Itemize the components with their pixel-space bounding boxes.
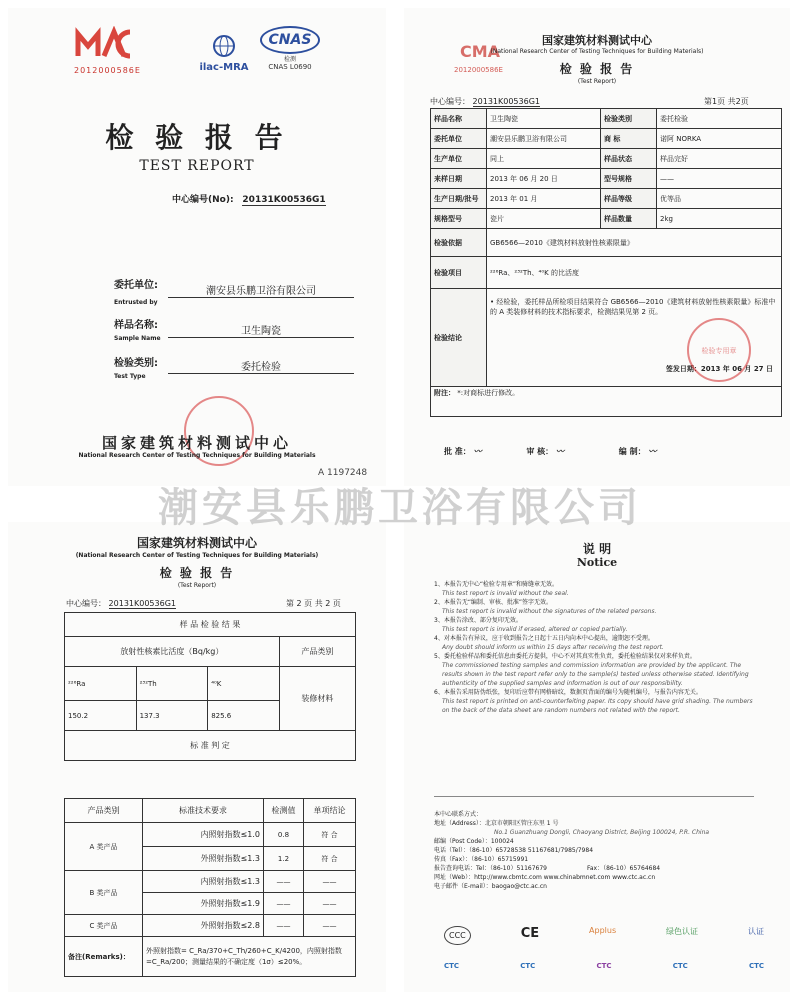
nuclide-k: ⁴⁰K xyxy=(208,667,280,701)
list-item: 2、本报告无“编制、审核、批准”签字无效。 This test report is invalid without the signatures of the related persons. xyxy=(434,599,657,615)
cell-value: 2013 年 06 月 20 日 xyxy=(487,169,601,189)
center-number-line-p2 xyxy=(430,96,540,107)
judge-res: —— xyxy=(304,915,356,937)
sample-label-en: Sample Name xyxy=(114,335,161,342)
center-number-line xyxy=(172,192,326,205)
cnas-label: CNAS xyxy=(260,26,320,54)
cma-number: 2012000586E xyxy=(74,66,141,75)
center-number-label-p3: 中心编号： xyxy=(66,599,106,608)
type-label-en: Test Type xyxy=(114,373,146,380)
signature-line xyxy=(444,446,764,457)
report-title-cn: 检 验 报 告 xyxy=(105,121,289,154)
center-number-p3: 20131K00536G1 xyxy=(108,599,176,608)
client-value: 潮安县乐鹏卫浴有限公司 xyxy=(168,282,354,298)
report-page-2 xyxy=(8,522,386,992)
inspection-seal-stamp: 检验专用章 xyxy=(687,318,751,382)
center-number: 20131K00536G1 xyxy=(242,195,326,205)
cell-value: 瓷片 xyxy=(487,209,601,229)
contact-web: 网址（Web）：http://www.cbmtc.com www.chinabmnet.com www.ctc.ac.cn xyxy=(434,874,656,881)
table-row xyxy=(65,871,356,893)
value-ra: 150.2 xyxy=(65,701,137,731)
nuclide-th: ²³²Th xyxy=(136,667,208,701)
cell-value: 优等品 xyxy=(657,189,782,209)
judge-header: 标准技术要求 xyxy=(143,799,264,823)
org-name-en-p2: (National Research Center of Testing Techniques for Building Materials) xyxy=(490,48,704,55)
ilac-mra-logo xyxy=(194,34,254,73)
cert-icon: 认证 xyxy=(747,927,764,936)
contact-block xyxy=(434,810,764,891)
cell-label: 检验结论 xyxy=(431,289,487,387)
org-name-cn-p2: 国家建筑材料测试中心 xyxy=(542,34,652,47)
table-row xyxy=(431,149,782,169)
cell-label: 检验类别 xyxy=(601,109,657,129)
cnas-number: CNAS L0690 xyxy=(268,63,312,71)
globe-icon xyxy=(209,34,239,58)
review-signature: 〰 xyxy=(555,447,564,456)
category-header: 产品类别 xyxy=(279,637,355,667)
cell-value: 同上 xyxy=(487,149,601,169)
list-item: 5、委托检验样品和委托信息由委托方提供，中心不对其真实性负责，委托检验结果仅对来样负责。 The commissioned testing samples and commission information are provided by the applicant. The results shown in the test report refer only to the sample(s) tested unless otherwise stated. Identifying authenticity of the supplied samples and information is out of our responsibility. xyxy=(434,653,749,687)
sample-field xyxy=(114,316,354,342)
table-row xyxy=(431,229,782,257)
remarks-label-p3: 备注(Remarks)： xyxy=(65,937,143,977)
results-table xyxy=(64,612,356,761)
type-label-cn: 检验类别: xyxy=(114,358,158,369)
cell-value: 诺阿 NORKA xyxy=(657,129,782,149)
center-number-p2: 20131K00536G1 xyxy=(472,97,540,106)
nuclide-ra: ²²⁶Ra xyxy=(65,667,137,701)
judge-category: B 类产品 xyxy=(65,871,143,915)
report-page-1 xyxy=(404,8,790,486)
value-k: 825.6 xyxy=(208,701,280,731)
ctc-triangle-icon: CTC xyxy=(444,962,460,970)
contact-post: 邮编（Post Code）：100024 xyxy=(434,838,514,845)
cnas-cn: 检测 xyxy=(283,56,296,63)
company-watermark: 潮安县乐鹏卫浴有限公司 xyxy=(158,485,642,531)
cell-label: 检验依据 xyxy=(431,229,487,257)
ilac-label: ilac-MRA xyxy=(199,62,249,73)
review-label: 审 核： xyxy=(526,447,554,456)
cell-label: 生产日期/批号 xyxy=(431,189,487,209)
judge-res: —— xyxy=(304,871,356,893)
cell-value: 卫生陶瓷 xyxy=(487,109,601,129)
table-row xyxy=(65,937,356,977)
report-title-en: TEST REPORT xyxy=(139,158,255,174)
judge-res: 符 合 xyxy=(304,847,356,871)
cell-label: 来样日期 xyxy=(431,169,487,189)
judge-req: 外照射指数≤2.8 xyxy=(143,915,264,937)
approve-label: 批 准： xyxy=(444,447,471,456)
cell-label: 样品状态 xyxy=(601,149,657,169)
table-row xyxy=(65,799,356,823)
test-type-field xyxy=(114,354,354,380)
results-title: 样 品 检 验 结 果 xyxy=(65,613,356,637)
cell-value: 2kg xyxy=(657,209,782,229)
page-info-p3: 第 2 页 共 2 页 xyxy=(286,599,341,608)
title-en-p2: (Test Report) xyxy=(577,78,617,85)
judgment-table xyxy=(64,798,356,977)
contact-address-en: No.1 Guanzhuang Dongli, Chaoyang District, Beijing 100024, P.R. China xyxy=(494,829,710,836)
ccc-icon: CCC xyxy=(444,926,471,945)
judge-val: —— xyxy=(264,871,304,893)
table-row xyxy=(431,109,782,129)
report-info-table xyxy=(430,108,782,417)
judge-req: 外照射指数≤1.3 xyxy=(143,847,264,871)
client-label-en: Entrusted by xyxy=(114,299,158,306)
title-cn-p2: 检 验 报 告 xyxy=(559,62,635,76)
list-item: 4、对本报告有异议，应于收到报告之日起十五日内向本中心提出，逾期恕不受理。 Any doubt should inform us within 15 days after receiving the test report. xyxy=(434,635,664,651)
cell-label: 型号规格 xyxy=(601,169,657,189)
certification-logos xyxy=(444,926,764,945)
judge-res: —— xyxy=(304,893,356,915)
cell-label: 委托单位 xyxy=(431,129,487,149)
cnas-logo xyxy=(260,26,320,71)
compile-signature: 〰 xyxy=(648,447,657,456)
cell-label: 规格型号 xyxy=(431,209,487,229)
table-row xyxy=(65,613,356,637)
remarks-cell xyxy=(431,387,782,417)
cma-number-p2: 2012000586E xyxy=(454,66,503,74)
cma-logo xyxy=(68,26,140,75)
judge-res: 符 合 xyxy=(304,823,356,847)
judge-val: —— xyxy=(264,915,304,937)
applus-icon: Applus xyxy=(589,926,617,935)
cell-label: 商 标 xyxy=(601,129,657,149)
org-name-cn: 国家建筑材料测试中心 xyxy=(101,434,292,452)
remarks-text: *:对商标进行修改。 xyxy=(457,389,520,397)
cell-label: 检验项目 xyxy=(431,257,487,289)
cell-label: 样品数量 xyxy=(601,209,657,229)
cell-value: 2013 年 01 月 xyxy=(487,189,601,209)
sample-label-cn: 样品名称: xyxy=(114,320,158,331)
judge-category: C 类产品 xyxy=(65,915,143,937)
notice-divider xyxy=(434,796,754,797)
activity-header: 放射性核素比活度（Bq/kg） xyxy=(65,637,280,667)
judge-category: A 类产品 xyxy=(65,823,143,871)
title-en-p3: (Test Report) xyxy=(177,582,217,589)
remarks-label: 附注： xyxy=(434,389,455,397)
judge-req: 内照射指数≤1.0 xyxy=(143,823,264,847)
center-number-label-p2: 中心编号： xyxy=(430,97,470,106)
notice-title-cn: 说 明 xyxy=(582,542,612,556)
cell-value: 委托检验 xyxy=(657,109,782,129)
page-info-p2: 第1页 共2页 xyxy=(704,97,749,106)
judge-req: 外照射指数≤1.9 xyxy=(143,893,264,915)
judge-header: 产品类别 xyxy=(65,799,143,823)
table-row xyxy=(431,257,782,289)
conclusion-text: • 经检验，委托样品所检项目结果符合 GB6566—2010《建筑材料放射性核素限量》标准中的 A 类装修材料的技术指标要求，检测结果见第 2 页。 xyxy=(490,298,776,316)
notice-list xyxy=(434,580,754,715)
center-number-label: 中心编号(No): xyxy=(172,195,234,205)
org-name-en-p3: (National Research Center of Testing Techniques for Building Materials) xyxy=(75,552,319,559)
green-cert-icon: 绿色认证 xyxy=(666,927,699,936)
cell-value: 样品完好 xyxy=(657,149,782,169)
approve-signature: 〰 xyxy=(473,446,482,456)
table-row xyxy=(431,289,782,387)
cell-value: —— xyxy=(657,169,782,189)
ctc-triangle-icon: CTC xyxy=(748,962,764,970)
client-label-cn: 委托单位: xyxy=(114,280,158,291)
issue-date: 签发日期：2013 年 06 月 27 日 xyxy=(665,365,773,373)
judge-header: 检测值 xyxy=(264,799,304,823)
cma-mark: CMA xyxy=(460,42,501,61)
notice-title-en: Notice xyxy=(576,556,618,569)
table-row xyxy=(65,915,356,937)
ctc-logos xyxy=(444,962,764,970)
table-row xyxy=(431,189,782,209)
table-row xyxy=(65,637,356,667)
list-item: 1、本报告无中心“检验专用章”和骑缝章无效。 This test report is invalid without the seal. xyxy=(434,581,569,597)
table-row xyxy=(65,667,356,701)
ctc-triangle-icon: CTC xyxy=(672,962,688,970)
serial-number: A 1197248 xyxy=(318,468,368,478)
cell-label: 生产单位 xyxy=(431,149,487,169)
cell-value: GB6566—2010《建筑材料放射性核素限量》 xyxy=(487,229,782,257)
sample-value: 卫生陶瓷 xyxy=(168,322,354,338)
judge-val: 0.8 xyxy=(264,823,304,847)
contact-fax: 传真（Fax）：（86-10）65715991 xyxy=(434,856,529,863)
center-number-line-p3 xyxy=(66,598,176,609)
contact-title: 本中心联系方式： xyxy=(434,811,483,818)
contact-tel: 电话（Tel）：（86-10）65728538 51167681/7985/7984 xyxy=(434,847,594,854)
judge-req: 内照射指数≤1.3 xyxy=(143,871,264,893)
cma-logo-icon xyxy=(68,26,140,62)
cell-label: 样品等级 xyxy=(601,189,657,209)
compile-label: 编 制： xyxy=(618,447,646,456)
notice-page xyxy=(404,522,790,992)
remarks-text-p3: 外照射指数= C_Ra/370+C_Th/260+C_K/4200，内照射指数=C_Ra/200；测量结果的不确定度（1σ）≤20%。 xyxy=(143,937,356,977)
title-cn-p3: 检 验 报 告 xyxy=(159,566,235,580)
list-item: 6、本报告采用防伪纸张，复印后应带有网格暗纹，数据页背面的编号为随机编号，与报告内容无关。 This test report is printed on anti-counterfeiting paper. Its copy should have grid shading. The numbers on the back of the data sheet are random numbers not related with the report. xyxy=(434,689,753,714)
report-cover-page xyxy=(8,8,386,486)
table-row xyxy=(65,731,356,761)
judge-header: 单项结论 xyxy=(304,799,356,823)
cell-value: ²²⁶Ra、²³²Th、⁴⁰K 的比活度 xyxy=(487,257,782,289)
org-name-en: National Research Center of Testing Techniques for Building Materials xyxy=(78,452,316,459)
type-value: 委托检验 xyxy=(168,358,354,374)
table-row xyxy=(431,169,782,189)
cell-value: 潮安县乐鹏卫浴有限公司 xyxy=(487,129,601,149)
judgment-title: 标 准 判 定 xyxy=(65,731,356,761)
value-th: 137.3 xyxy=(136,701,208,731)
ctc-triangle-icon: CTC xyxy=(596,962,612,970)
table-row xyxy=(431,129,782,149)
contact-email: 电子邮件（E-mail）：baogao@ctc.ac.cn xyxy=(434,883,547,890)
client-field xyxy=(114,276,354,306)
conclusion-cell xyxy=(487,289,782,387)
ce-icon: CE xyxy=(520,926,540,941)
table-row xyxy=(65,823,356,847)
judge-val: 1.2 xyxy=(264,847,304,871)
contact-query: 报告查询电话：Tel：（86-10）51167679 Fax：（86-10）65764684 xyxy=(434,865,661,872)
ctc-triangle-icon: CTC xyxy=(520,962,536,970)
table-row xyxy=(431,387,782,417)
list-item: 3、本报告涂改、部分复印无效。 This test report is invalid if erased, altered or copied partially. xyxy=(434,617,628,633)
table-row xyxy=(431,209,782,229)
cell-label: 样品名称 xyxy=(431,109,487,129)
contact-address-cn: 地址（Address）：北京市朝阳区管庄东里 1 号 xyxy=(434,820,559,827)
judge-val: —— xyxy=(264,893,304,915)
org-name-cn-p3: 国家建筑材料测试中心 xyxy=(136,536,257,550)
category-value: 装修材料 xyxy=(279,667,355,731)
